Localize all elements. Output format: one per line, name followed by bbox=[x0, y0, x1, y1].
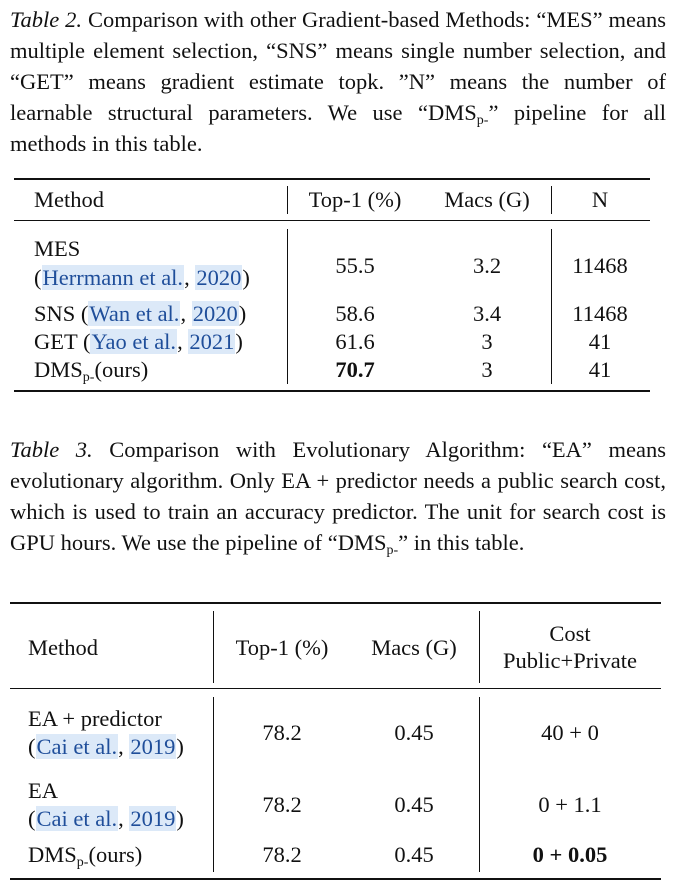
table3-row-ea-predictor-macs: 0.45 bbox=[394, 720, 434, 745]
citation-link[interactable]: Wan et al. bbox=[89, 301, 180, 326]
table2-row-dms-n: 41 bbox=[588, 357, 612, 382]
table3-caption-text: Comparison with Evolutionary Algorithm: “EA” means evolutionary algorithm. Only EA + predictor needs a public search cost, which is used to train an accuracy predictor. The unit for search cost is GPU hours. We use the pipeline of “DMS bbox=[10, 437, 666, 555]
table2-row-sns-n: 11468 bbox=[572, 301, 628, 326]
table3-vline-header-1 bbox=[213, 611, 214, 683]
table3-header-method: Method bbox=[28, 635, 98, 660]
citation-year-link[interactable]: 2020 bbox=[192, 301, 238, 326]
table3-row-ea-citation: (Cai et al., 2019) bbox=[28, 806, 184, 831]
table2-top-rule bbox=[14, 178, 650, 180]
table3-row-ea-macs: 0.45 bbox=[394, 792, 434, 817]
table3-row-dms-top1: 78.2 bbox=[262, 842, 302, 867]
table2-row-get-top1: 61.6 bbox=[335, 329, 375, 354]
table3-vline-header-2 bbox=[479, 611, 480, 683]
table2-bottom-rule bbox=[14, 390, 650, 392]
table2-row-dms-method: $DMS_{p-}(ours)$ bbox=[34, 357, 149, 385]
citation-year-link[interactable]: 2019 bbox=[130, 806, 176, 831]
table3-row-ea-top1: 78.2 bbox=[262, 792, 302, 817]
table3-caption-sub: p- bbox=[386, 543, 399, 558]
table2-row-get-method: GET (Yao et al., 2021) bbox=[34, 329, 243, 354]
table3-row-ea-method: EA bbox=[28, 778, 58, 803]
table2-row-sns-macs: 3.4 bbox=[472, 301, 502, 326]
table2-row-mes-citation: (Herrmann et al., 2020) bbox=[34, 265, 250, 290]
citation-link[interactable]: Cai et al. bbox=[36, 734, 118, 759]
table2-vline-body-1 bbox=[287, 229, 288, 384]
citation-link[interactable]: Yao et al. bbox=[91, 329, 177, 354]
table2-header-method: Method bbox=[34, 187, 104, 212]
table3-header-rule bbox=[10, 688, 661, 689]
table2-header-rule bbox=[14, 220, 650, 221]
table2-row-get-macs: 3 bbox=[481, 329, 493, 354]
table3-bottom-rule bbox=[10, 878, 661, 880]
table2-row-mes-n: 11468 bbox=[572, 253, 628, 278]
table3-caption-text-end: ” in this table. bbox=[398, 530, 525, 555]
citation-year-link[interactable]: 2019 bbox=[130, 734, 176, 759]
table2-row-dms-top1: 70.7 bbox=[335, 357, 375, 382]
table3-header-macs: Macs (G) bbox=[371, 635, 457, 660]
table3-row-ea-predictor-method: EA + predictor bbox=[28, 706, 162, 731]
table2-row-mes-macs: 3.2 bbox=[472, 253, 502, 278]
table2-row-sns-top1: 58.6 bbox=[335, 301, 375, 326]
citation-year-link[interactable]: 2020 bbox=[196, 265, 242, 290]
citation-year-link[interactable]: 2021 bbox=[189, 329, 235, 354]
table2-vline-header-2 bbox=[551, 186, 552, 214]
table3-row-dms-macs: 0.45 bbox=[394, 842, 434, 867]
table3-row-ea-predictor-top1: 78.2 bbox=[262, 720, 302, 745]
table3-header-cost-sub: Public+Private bbox=[503, 648, 637, 673]
table3-row-ea-cost: 0 + 1.1 bbox=[538, 792, 602, 817]
table3-row-ea-predictor-cost: 40 + 0 bbox=[541, 720, 599, 745]
table3-header-top1: Top-1 (%) bbox=[235, 635, 329, 660]
table3-caption bbox=[10, 434, 666, 558]
table2-caption-text-end: ” pipeline for all methods in this table. bbox=[10, 100, 666, 156]
table2-row-mes-top1: 55.5 bbox=[335, 253, 375, 278]
table2-header-macs: Macs (G) bbox=[444, 187, 530, 212]
table2-caption bbox=[10, 4, 666, 159]
table3-vline-body-2 bbox=[479, 697, 480, 872]
table2-row-mes-method: MES bbox=[34, 236, 81, 261]
table2-vline-header-1 bbox=[287, 186, 288, 214]
table2-header-n: N bbox=[591, 187, 609, 212]
citation-link[interactable]: Cai et al. bbox=[36, 806, 118, 831]
table3-row-dms-method: $DMS_{p-}(ours)$ bbox=[28, 842, 143, 870]
table2-row-dms-macs: 3 bbox=[481, 357, 493, 382]
table3-vline-body-1 bbox=[213, 697, 214, 872]
table3-row-dms-cost: 0 + 0.05 bbox=[532, 842, 608, 867]
table3-top-rule bbox=[10, 602, 661, 604]
citation-link[interactable]: Herrmann et al. bbox=[42, 265, 184, 290]
table2-label: Table 2. bbox=[10, 7, 83, 32]
table2-row-get-n: 41 bbox=[588, 329, 612, 354]
table2-header-top1: Top-1 (%) bbox=[308, 187, 402, 212]
table2-row-sns-method: SNS (Wan et al., 2020) bbox=[34, 301, 247, 326]
table3-row-ea-predictor-citation: (Cai et al., 2019) bbox=[28, 734, 184, 759]
table2-vline-body-2 bbox=[551, 229, 552, 384]
table2-caption-sub: p- bbox=[476, 113, 489, 128]
table3-header-cost: Cost bbox=[549, 621, 591, 646]
table3-label: Table 3. bbox=[10, 437, 93, 462]
table2-caption-text: Comparison with other Gradient-based Methods: “MES” means multiple element selection, “SNS” means single number selection, and “GET” means gradient estimate topk. ”N” means the number of learnable structural parameters. We use “DMS bbox=[10, 7, 667, 125]
